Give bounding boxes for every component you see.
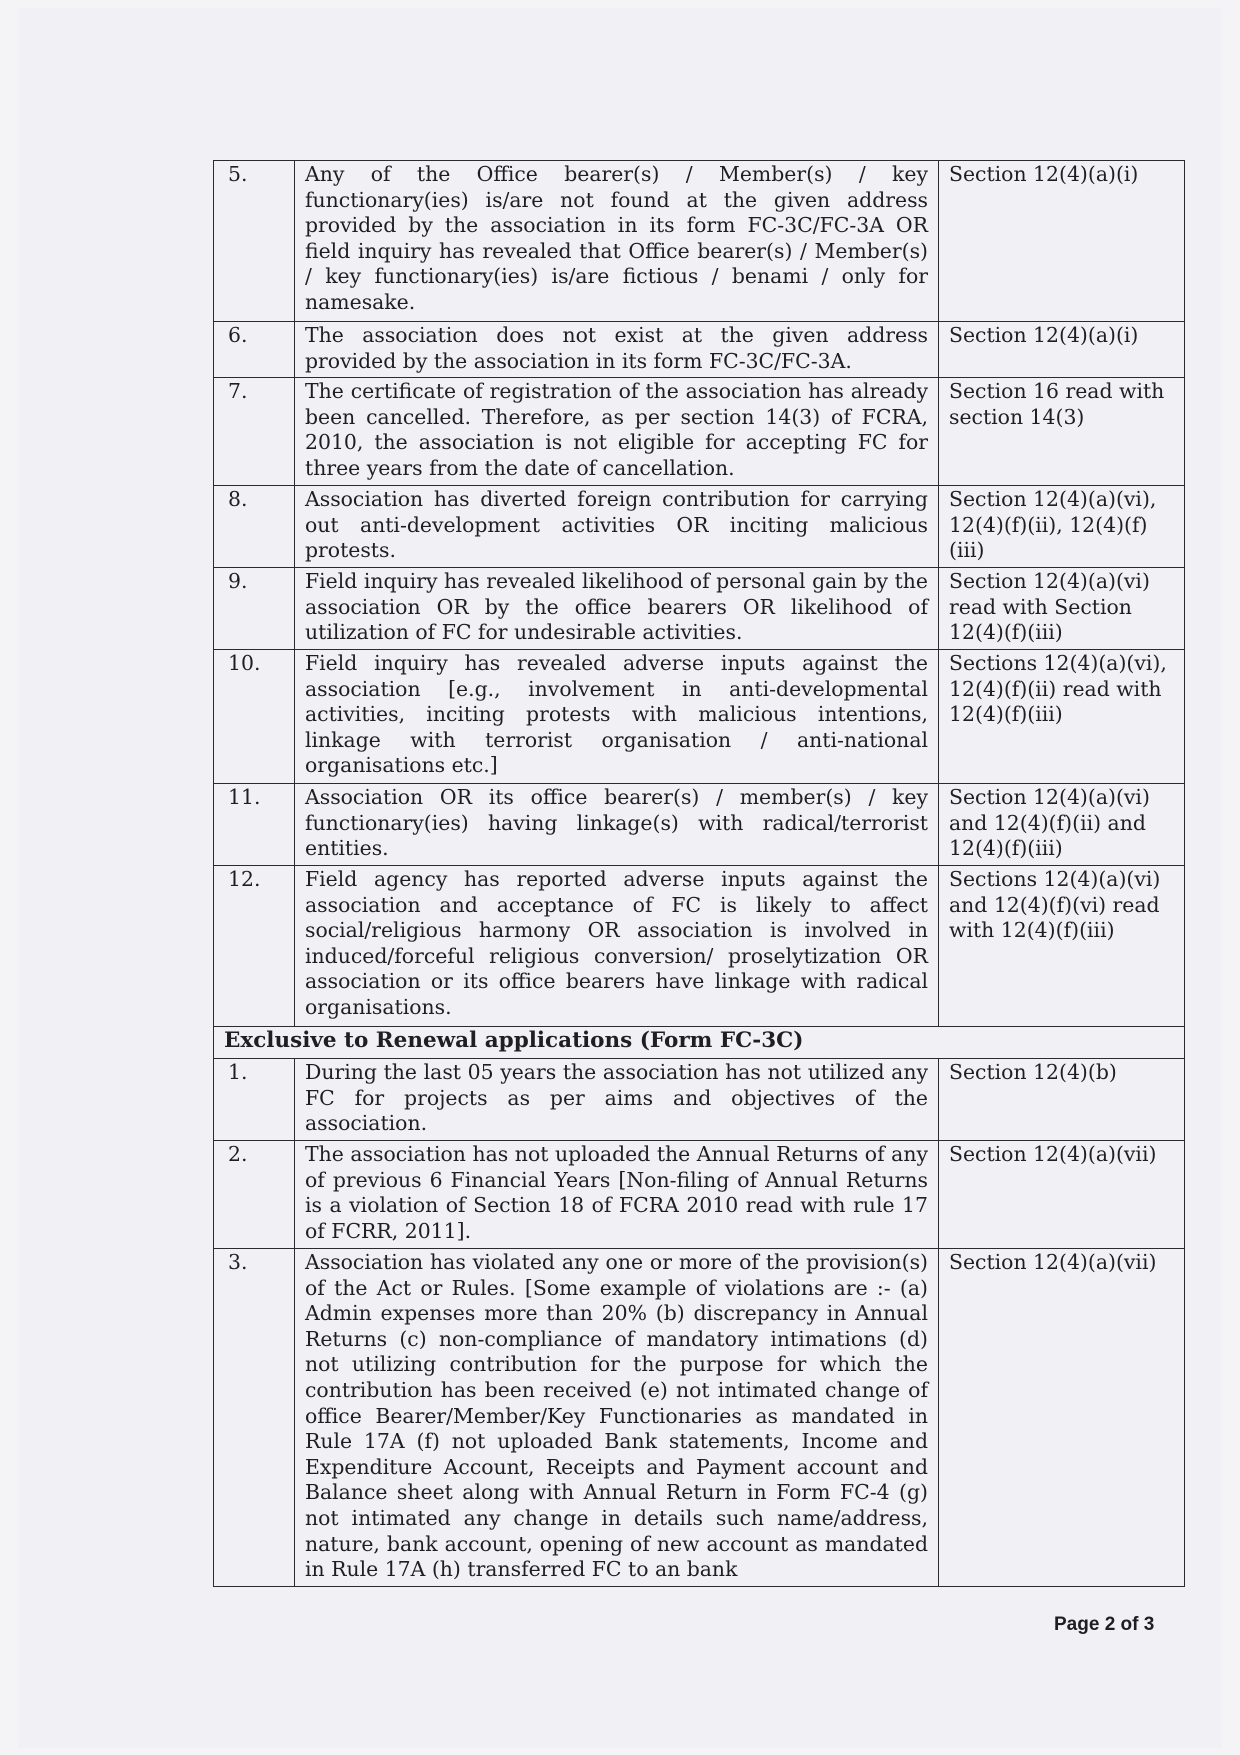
row-reason: The association does not exist at the given address provided by the association in its form FC-3C/FC-3A. xyxy=(295,322,939,378)
row-number: 11. xyxy=(214,784,295,866)
row-number: 3. xyxy=(214,1249,295,1587)
table-row xyxy=(214,784,1185,866)
row-section: Section 12(4)(a)(vii) xyxy=(939,1249,1185,1587)
table-row xyxy=(214,1059,1185,1141)
row-number: 8. xyxy=(214,486,295,568)
section-heading-row xyxy=(214,1027,1185,1059)
page-number xyxy=(1054,1614,1154,1636)
row-section: Section 12(4)(a)(vi) read with Section 12(4)(f)(iii) xyxy=(939,568,1185,650)
table-row xyxy=(214,1249,1185,1587)
page-label-mid: of xyxy=(1115,1614,1144,1635)
row-section: Section 12(4)(b) xyxy=(939,1059,1185,1141)
row-section: Section 12(4)(a)(vi) and 12(4)(f)(ii) and 12(4)(f)(iii) xyxy=(939,784,1185,866)
table-row xyxy=(214,1141,1185,1249)
row-number: 7. xyxy=(214,378,295,486)
row-number: 2. xyxy=(214,1141,295,1249)
renewal-section-heading: Exclusive to Renewal applications (Form FC-3C) xyxy=(214,1027,1185,1059)
row-reason: Association has diverted foreign contribution for carrying out anti-development activities OR inciting malicious protests. xyxy=(295,486,939,568)
row-section: Section 12(4)(a)(vi), 12(4)(f)(ii), 12(4)(f)(iii) xyxy=(939,486,1185,568)
row-reason: Association OR its office bearer(s) / member(s) / key functionary(ies) having linkage(s) with radical/terrorist entities. xyxy=(295,784,939,866)
table-row xyxy=(214,378,1185,486)
row-reason: Any of the Office bearer(s) / Member(s) / key functionary(ies) is/are not found at the given address provided by the association in its form FC-3C/FC-3A OR field inquiry has revealed that Office bearer(s) / Member(s) / key functionary(ies) is/are fictious / benami / only for namesake. xyxy=(295,161,939,322)
reasons-table xyxy=(213,160,1185,1587)
row-number: 10. xyxy=(214,650,295,784)
table-row xyxy=(214,650,1185,784)
row-section: Sections 12(4)(a)(vi), 12(4)(f)(ii) read with 12(4)(f)(iii) xyxy=(939,650,1185,784)
row-reason: Field inquiry has revealed adverse inputs against the association [e.g., involvement in anti-developmental activities, inciting protests with malicious intentions, linkage with terrorist organisation / anti-national organisations etc.] xyxy=(295,650,939,784)
row-reason: The association has not uploaded the Annual Returns of any of previous 6 Financial Years [Non-filing of Annual Returns is a violation of Section 18 of FCRA 2010 read with rule 17 of FCRR, 2011]. xyxy=(295,1141,939,1249)
table-row xyxy=(214,322,1185,378)
row-reason: Association has violated any one or more of the provision(s) of the Act or Rules. [Some example of violations are :- (a) Admin expenses more than 20% (b) discrepancy in Annual Returns (c) non-compliance of mandatory intimations (d) not utilizing contribution for the purpose for which the contribution has been received (e) not intimated change of office Bearer/Member/Key Functionaries as mandated in Rule 17A (f) not uploaded Bank statements, Income and Expenditure Account, Receipts and Payment account and Balance sheet along with Annual Return in Form FC-4 (g) not intimated any change in details such name/address, nature, bank account, opening of new account as mandated in Rule 17A (h) transferred FC to an bank xyxy=(295,1249,939,1587)
row-number: 9. xyxy=(214,568,295,650)
page-current: 2 xyxy=(1104,1614,1116,1635)
row-reason: During the last 05 years the association has not utilized any FC for projects as per aims and objectives of the association. xyxy=(295,1059,939,1141)
row-section: Section 12(4)(a)(i) xyxy=(939,322,1185,378)
table-row xyxy=(214,486,1185,568)
table-row xyxy=(214,866,1185,1027)
row-reason: Field agency has reported adverse inputs against the association and acceptance of FC is likely to affect social/religious harmony OR association is involved in induced/forceful religious conversion/ proselytization OR association or its office bearers have linkage with radical organisations. xyxy=(295,866,939,1027)
row-reason: Field inquiry has revealed likelihood of personal gain by the association OR by the office bearers OR likelihood of utilization of FC for undesirable activities. xyxy=(295,568,939,650)
row-section: Section 12(4)(a)(vii) xyxy=(939,1141,1185,1249)
page-label-prefix: Page xyxy=(1054,1614,1105,1635)
row-section: Section 16 read with section 14(3) xyxy=(939,378,1185,486)
page-total: 3 xyxy=(1143,1614,1155,1635)
row-section: Section 12(4)(a)(i) xyxy=(939,161,1185,322)
table-row xyxy=(214,161,1185,322)
table-row xyxy=(214,568,1185,650)
row-number: 1. xyxy=(214,1059,295,1141)
row-reason: The certificate of registration of the association has already been cancelled. Therefore, as per section 14(3) of FCRA, 2010, the association is not eligible for accepting FC for three years from the date of cancellation. xyxy=(295,378,939,486)
row-section: Sections 12(4)(a)(vi) and 12(4)(f)(vi) read with 12(4)(f)(iii) xyxy=(939,866,1185,1027)
row-number: 12. xyxy=(214,866,295,1027)
row-number: 5. xyxy=(214,161,295,322)
row-number: 6. xyxy=(214,322,295,378)
